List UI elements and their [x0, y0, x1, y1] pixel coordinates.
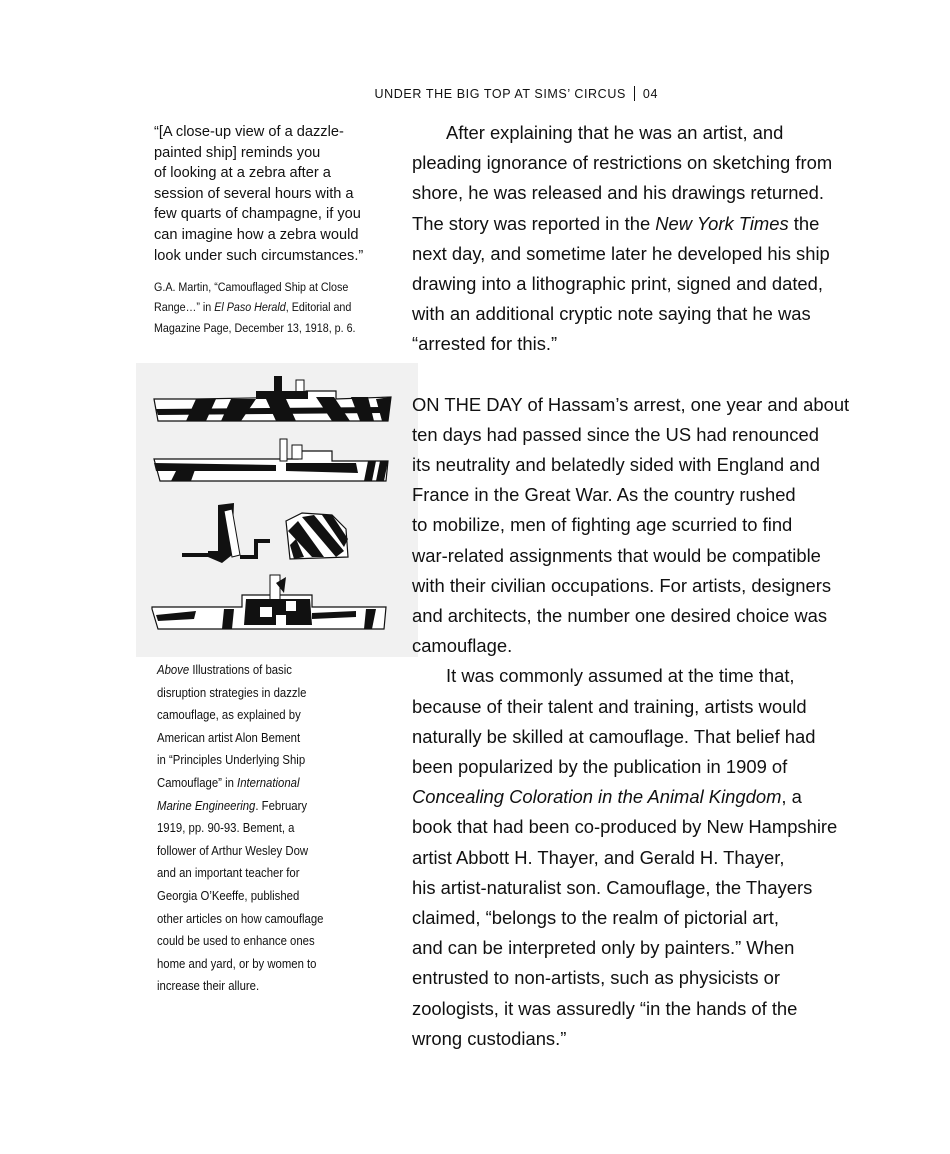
running-header	[0, 86, 658, 101]
pull-quote	[154, 122, 399, 266]
dazzle-ships-drawing	[136, 363, 418, 657]
dazzle-ship-illustration	[136, 363, 418, 657]
ship-2	[154, 439, 388, 481]
quote-citation	[154, 277, 393, 338]
paragraph-3-text-start: It was commonly assumed at the time that, because of their talent and training, artists would naturally be skilled at camouflage. That belief had been popularized by the publication in 1909 of	[412, 665, 816, 778]
page-number: 04	[642, 87, 658, 101]
caption-journal-title: International Marine Engineering	[157, 774, 300, 813]
caption-text-1: Illustrations of basic disruption strategies in dazzle camouflage, as explained by American artist Alon Bement in “Principles Underlying Ship Camouflage” in	[157, 662, 307, 790]
caption-text-2: . February 1919, pp. 90-93. Bement, a follower of Arthur Wesley Dow and an important teacher for Georgia O’Keeffe, published other articles on how camouflage could be used to enhance ones home and yard, or by women to increase their allure.	[157, 797, 324, 994]
paragraph-1-text-end: the next day, and sometime later he developed his ship drawing into a lithographic print, signed and dated, with an additional cryptic note saying that he was “arrested for this.”	[412, 212, 830, 355]
header-separator	[634, 86, 635, 101]
citation-text-start: G.A. Martin, “Camouflaged Ship at Close Range…” in	[154, 280, 349, 315]
paragraph-1	[412, 118, 892, 360]
paragraph-2: ON THE DAY of Hassam’s arrest, one year and about ten days had passed since the US had renounced its neutrality and belatedly sided with England and France in the Great War. As the country rushed to mobilize, men of fighting age scurried to find war-related assignments that would be compatible with their civilian occupations. For artists, designers and architects, the number one desired choice was camouflage.	[412, 393, 850, 657]
ship-4	[152, 575, 386, 629]
running-title: UNDER THE BIG TOP AT SIMS’ CIRCUS	[374, 87, 626, 101]
pull-quote-text: “[A close-up view of a dazzle- painted ship] reminds you of looking at a zebra after a session of several hours with a few quarts of champagne, if you can imagine how a zebra would look under such circumstances.”	[154, 124, 364, 264]
figure-caption	[157, 659, 389, 998]
paragraph-3	[412, 661, 892, 1054]
main-body-text	[412, 118, 892, 1054]
paragraph-1-text-start: After explaining that he was an artist, and pleading ignorance of restrictions on sketching from shore, he was released and his drawings returned. The story was reported in the	[412, 122, 833, 234]
ship-1	[154, 376, 391, 421]
paragraph-3-book-title: Concealing Coloration in the Animal Kingdom	[412, 786, 782, 808]
citation-source-title: El Paso Herald	[214, 300, 286, 315]
ship-3-fragments	[182, 503, 348, 563]
citation-text-end: , Editorial and Magazine Page, December 13, 1918, p. 6.	[154, 300, 356, 335]
paragraph-3-text-end: , a book that had been co-produced by New Hampshire artist Abbott H. Thayer, and Gerald H. Thayer, his artist-naturalist son. Camouflage, the Thayers claimed, “belongs to the realm of pictorial art, and can be interpreted only by painters.” When entrusted to non-artists, such as physicists or zoologists, it was assuredly “in the hands of the wrong custodians.”	[412, 786, 838, 1049]
paragraph-1-newspaper-title: New York Times	[655, 212, 789, 234]
caption-lead: Above	[157, 662, 190, 677]
